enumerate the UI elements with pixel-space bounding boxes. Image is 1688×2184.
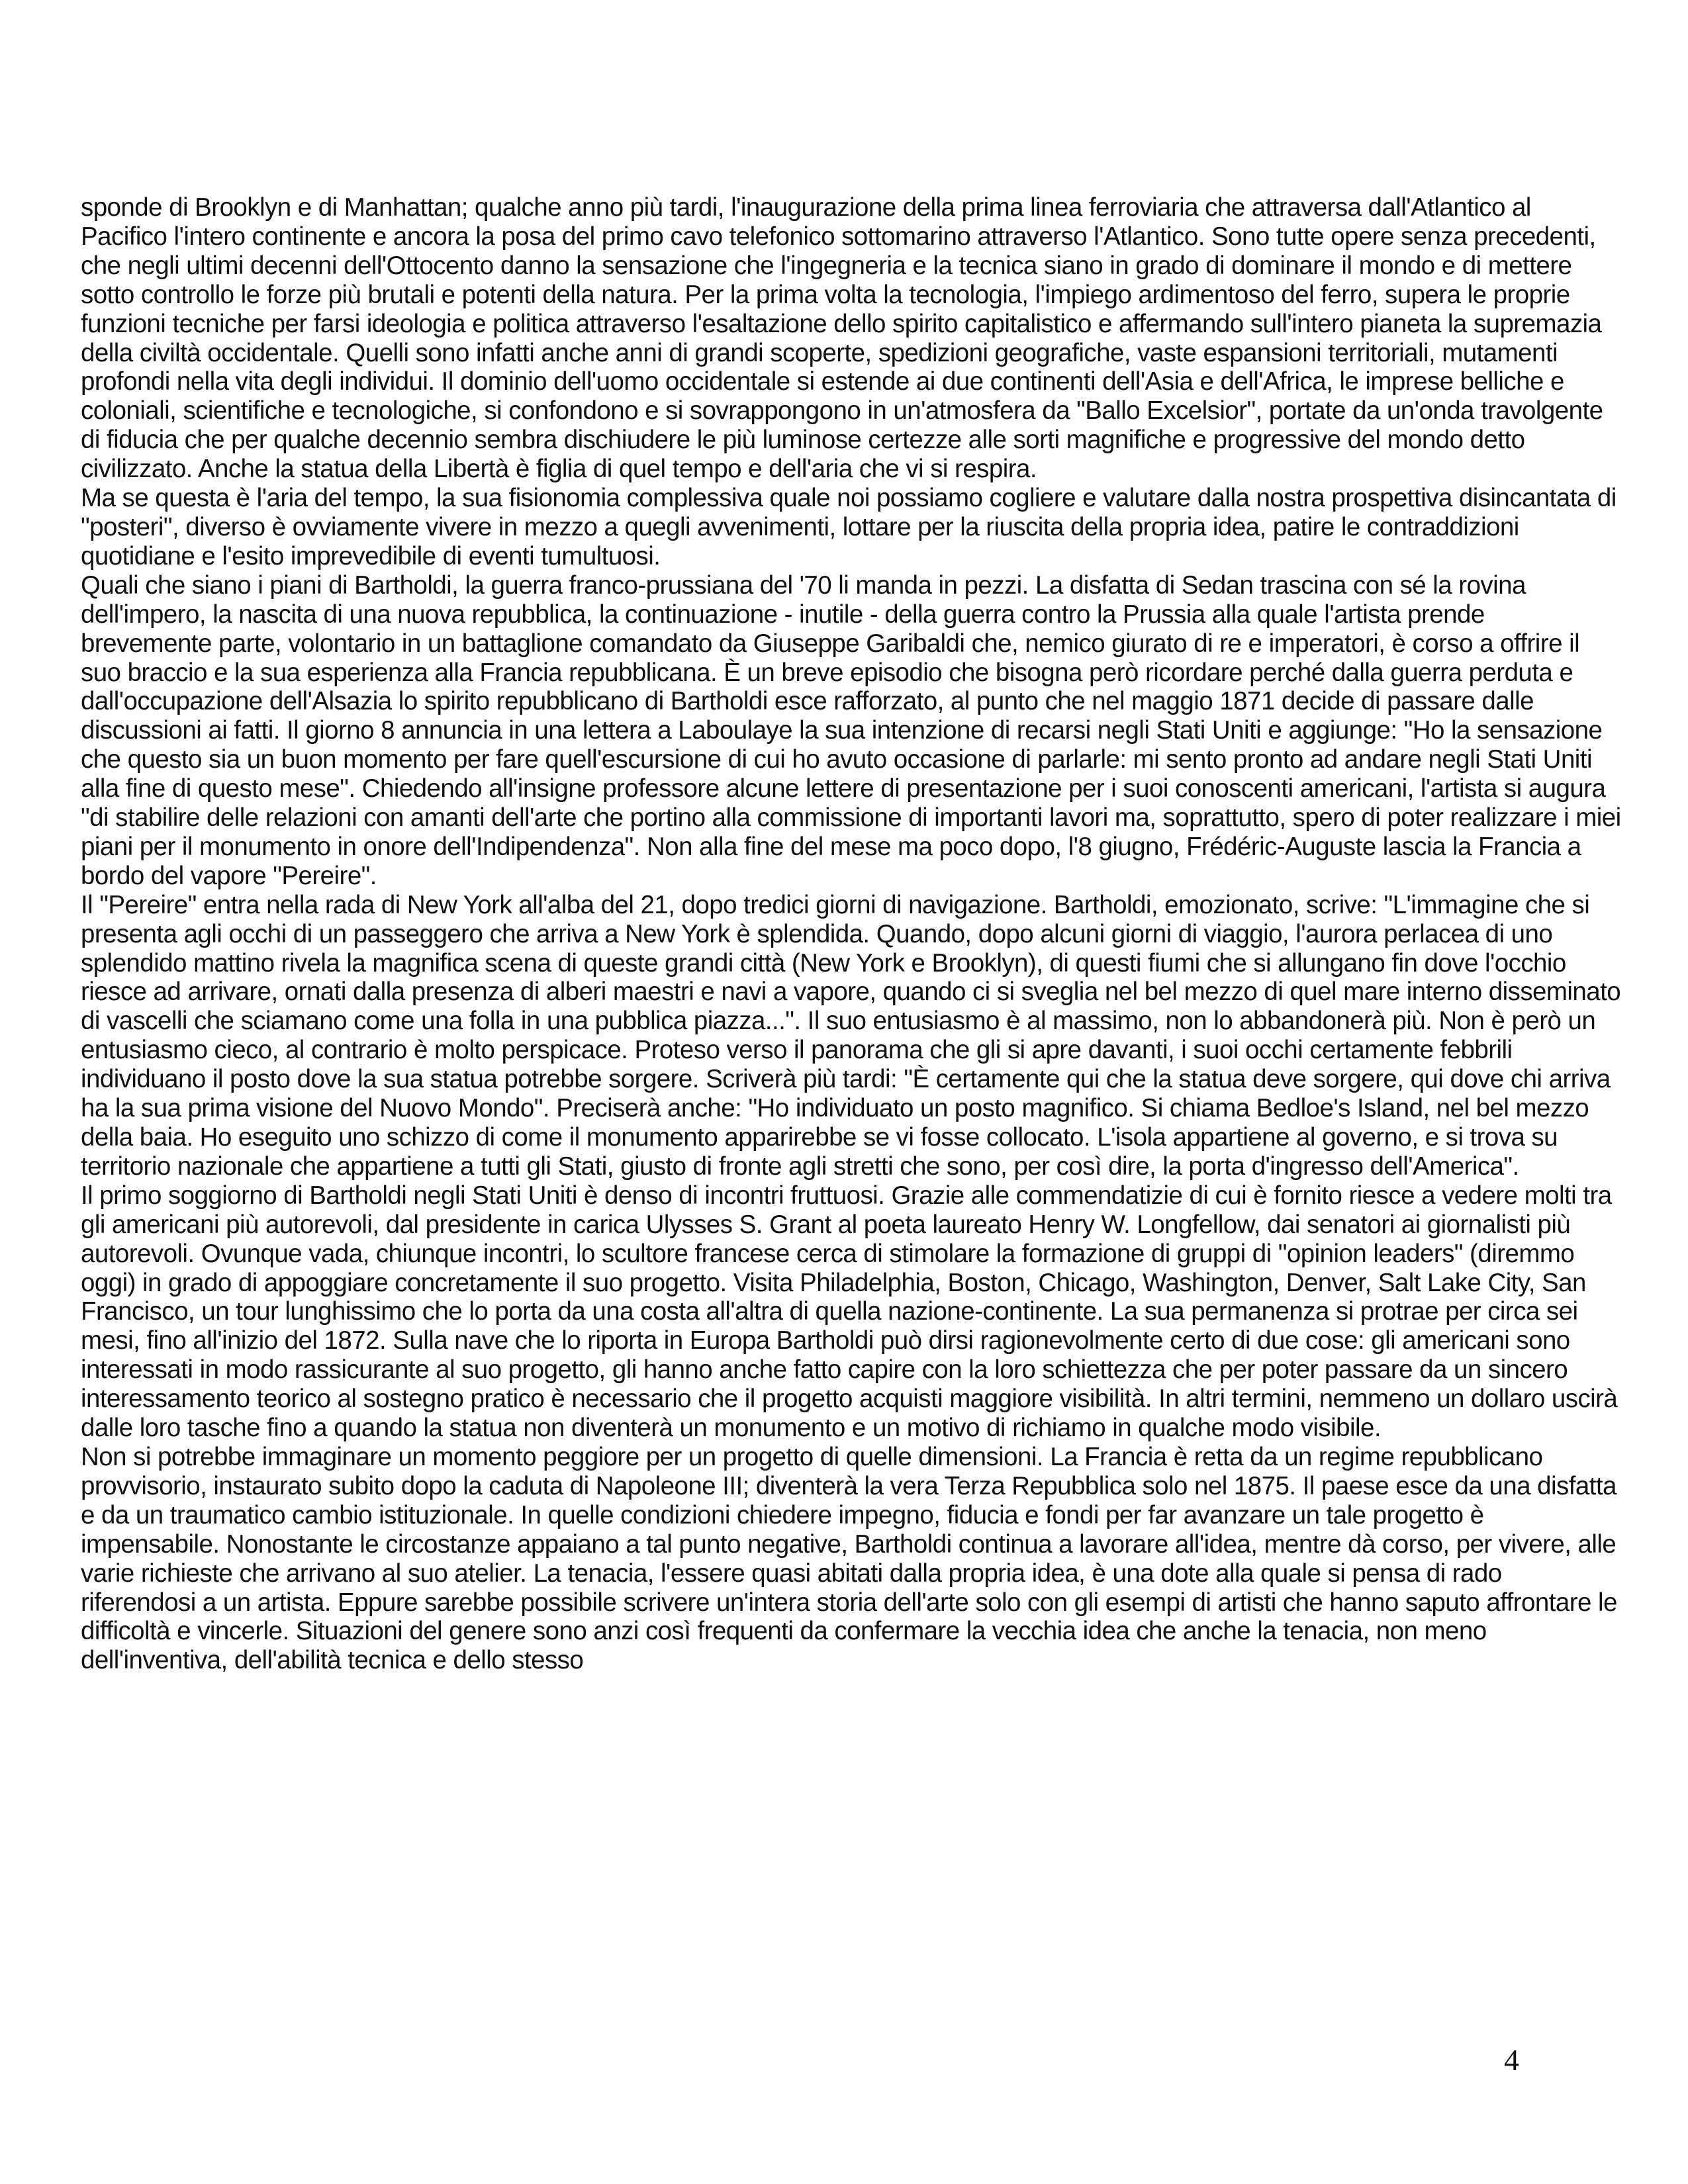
page-number: 4 — [1504, 2043, 1519, 2077]
paragraph: Il primo soggiorno di Bartholdi negli Stati Uniti è denso di incontri fruttuosi. Grazie alle commendatizie di cui è fornito riesce a vedere molti tra gli americani più autorevoli, dal presidente in carica Ulysses S. Grant al poeta laureato Henry W. Longfellow, dai senatori ai giornalisti più autorevoli. Ovunque vada, chiunque incontri, lo scultore francese cerca di stimolare la formazione di gruppi di "opinion leaders" (diremmo oggi) in grado di appoggiare concretamente il suo progetto. Visita Philadelphia, Boston, Chicago, Washington, Denver, Salt Lake City, San Francisco, un tour lunghissimo che lo porta da una costa all'altra di quella nazione-continente. La sua permanenza si protrae per circa sei mesi, fino all'inizio del 1872. Sulla nave che lo riporta in Europa Bartholdi può dirsi ragionevolmente certo di due cose: gli americani sono interessati in modo rassicurante al suo progetto, gli hanno anche fatto capire con la loro schiettezza che per poter passare da un sincero interessamento teorico al sostegno pratico è necessario che il progetto acquisti maggiore visibilità. In altri termini, nemmeno un dollaro uscirà dalle loro tasche fino a quando la statua non diventerà un monumento e un motivo di richiamo in qualche modo visibile. — [81, 1181, 1618, 1443]
paragraph: sponde di Brooklyn e di Manhattan; qualche anno più tardi, l'inaugurazione della prima linea ferroviaria che attraversa dall'Atlantico al Pacifico l'intero continente e ancora la posa del primo cavo telefonico sottomarino attraverso l'Atlantico. Sono tutte opere senza precedenti, che negli ultimi decenni dell'Ottocento danno la sensazione che l'ingegneria e la tecnica siano in grado di dominare il mondo e di mettere sotto controllo le forze più brutali e potenti della natura. Per la prima volta la tecnologia, l'impiego ardimentoso del ferro, supera le proprie funzioni tecniche per farsi ideologia e politica attraverso l'esaltazione dello spirito capitalistico e affermando sull'intero pianeta la supremazia della civiltà occidentale. Quelli sono infatti anche anni di grandi scoperte, spedizioni geografiche, vaste espansioni territoriali, mutamenti profondi nella vita degli individui. Il dominio dell'uomo occidentale si estende ai due continenti dell'Asia e dell'Africa, le imprese belliche e coloniali, scientifiche e tecnologiche, si confondono e si sovrappongono in un'atmosfera da "Ballo Excelsior", portate da un'onda travolgente di fiducia che per qualche decennio sembra dischiudere le più luminose certezze alle sorti magnifiche e progressive del mondo detto civilizzato. Anche la statua della Libertà è figlia di quel tempo e dell'aria che vi si respira. — [81, 193, 1603, 484]
body-text — [81, 193, 1622, 1675]
paragraph: Non si potrebbe immaginare un momento peggiore per un progetto di quelle dimensioni. La Francia è retta da un regime repubblicano provvisorio, instaurato subito dopo la caduta di Napoleone III; diventerà la vera Terza Repubblica solo nel 1875. Il paese esce da una disfatta e da un traumatico cambio istituzionale. In quelle condizioni chiedere impegno, fiducia e fondi per far avanzare un tale progetto è impensabile. Nonostante le circostanze appaiano a tal punto negative, Bartholdi continua a lavorare all'idea, mentre dà corso, per vivere, alle varie richieste che arrivano al suo atelier. La tenacia, l'essere quasi abitati dalla propria idea, è una dote alla quale si pensa di rado riferendosi a un artista. Eppure sarebbe possibile scrivere un'intera storia dell'arte solo con gli esempi di artisti che hanno saputo affrontare le difficoltà e vincerle. Situazioni del genere sono anzi così frequenti da confermare la vecchia idea che anche la tenacia, non meno dell'inventiva, dell'abilità tecnica e dello stesso — [81, 1442, 1617, 1675]
paragraph: Ma se questa è l'aria del tempo, la sua fisionomia complessiva quale noi possiamo cogliere e valutare dalla nostra prospettiva disincantata di "posteri", diverso è ovviamente vivere in mezzo a quegli avvenimenti, lottare per la riuscita della propria idea, patire le contraddizioni quotidiane e l'esito imprevedibile di eventi tumultuosi. — [81, 484, 1617, 570]
paragraph: Il "Pereire" entra nella rada di New York all'alba del 21, dopo tredici giorni di navigazione. Bartholdi, emozionato, scrive: "L'immagine che si presenta agli occhi di un passeggero che arriva a New York è splendida. Quando, dopo alcuni giorni di viaggio, l'aurora perlacea di uno splendido mattino rivela la magnifica scena di queste grandi città (New York e Brooklyn), di questi fiumi che si allungano fin dove l'occhio riesce ad arrivare, ornati dalla presenza di alberi maestri e navi a vapore, quando ci si sveglia nel bel mezzo di quel mare interno disseminato di vascelli che sciamano come una folla in una pubblica piazza...". Il suo entusiasmo è al massimo, non lo abbandonerà più. Non è però un entusiasmo cieco, al contrario è molto perspicace. Proteso verso il panorama che gli si apre davanti, i suoi occhi certamente febbrili individuano il posto dove la sua statua potrebbe sorgere. Scriverà più tardi: "È certamente qui che la statua deve sorgere, qui dove chi arriva ha la sua prima visione del Nuovo Mondo". Preciserà anche: "Ho individuato un posto magnifico. Si chiama Bedloe's Island, nel bel mezzo della baia. Ho eseguito uno schizzo di come il monumento apparirebbe se vi fosse collocato. L'isola appartiene al governo, e si trova su territorio nazionale che appartiene a tutti gli Stati, giusto di fronte agli stretti che sono, per così dire, la porta d'ingresso dell'America". — [81, 890, 1621, 1181]
paragraph: Quali che siano i piani di Bartholdi, la guerra franco-prussiana del '70 li manda in pezzi. La disfatta di Sedan trascina con sé la rovina dell'impero, la nascita di una nuova repubblica, la continuazione - inutile - della guerra contro la Prussia alla quale l'artista prende brevemente parte, volontario in un battaglione comandato da Giuseppe Garibaldi che, nemico giurato di re e imperatori, è corso a offrire il suo braccio e la sua esperienza alla Francia repubblicana. È un breve episodio che bisogna però ricordare perché dalla guerra perduta e dall'occupazione dell'Alsazia lo spirito repubblicano di Bartholdi esce rafforzato, al punto che nel maggio 1871 decide di passare dalle discussioni ai fatti. Il giorno 8 annuncia in una lettera a Laboulaye la sua intenzione di recarsi negli Stati Uniti e aggiunge: "Ho la sensazione che questo sia un buon momento per fare quell'escursione di cui ho avuto occasione di parlarle: mi sento pronto ad andare negli Stati Uniti alla fine di questo mese". Chiedendo all'insigne professore alcune lettere di presentazione per i suoi conoscenti americani, l'artista si augura "di stabilire delle relazioni con amanti dell'arte che portino alla commissione di importanti lavori ma, soprattutto, spero di poter realizzare i miei piani per il monumento in onore dell'Indipendenza". Non alla fine del mese ma poco dopo, l'8 giugno, Frédéric-Auguste lascia la Francia a bordo del vapore "Pereire". — [81, 570, 1621, 890]
